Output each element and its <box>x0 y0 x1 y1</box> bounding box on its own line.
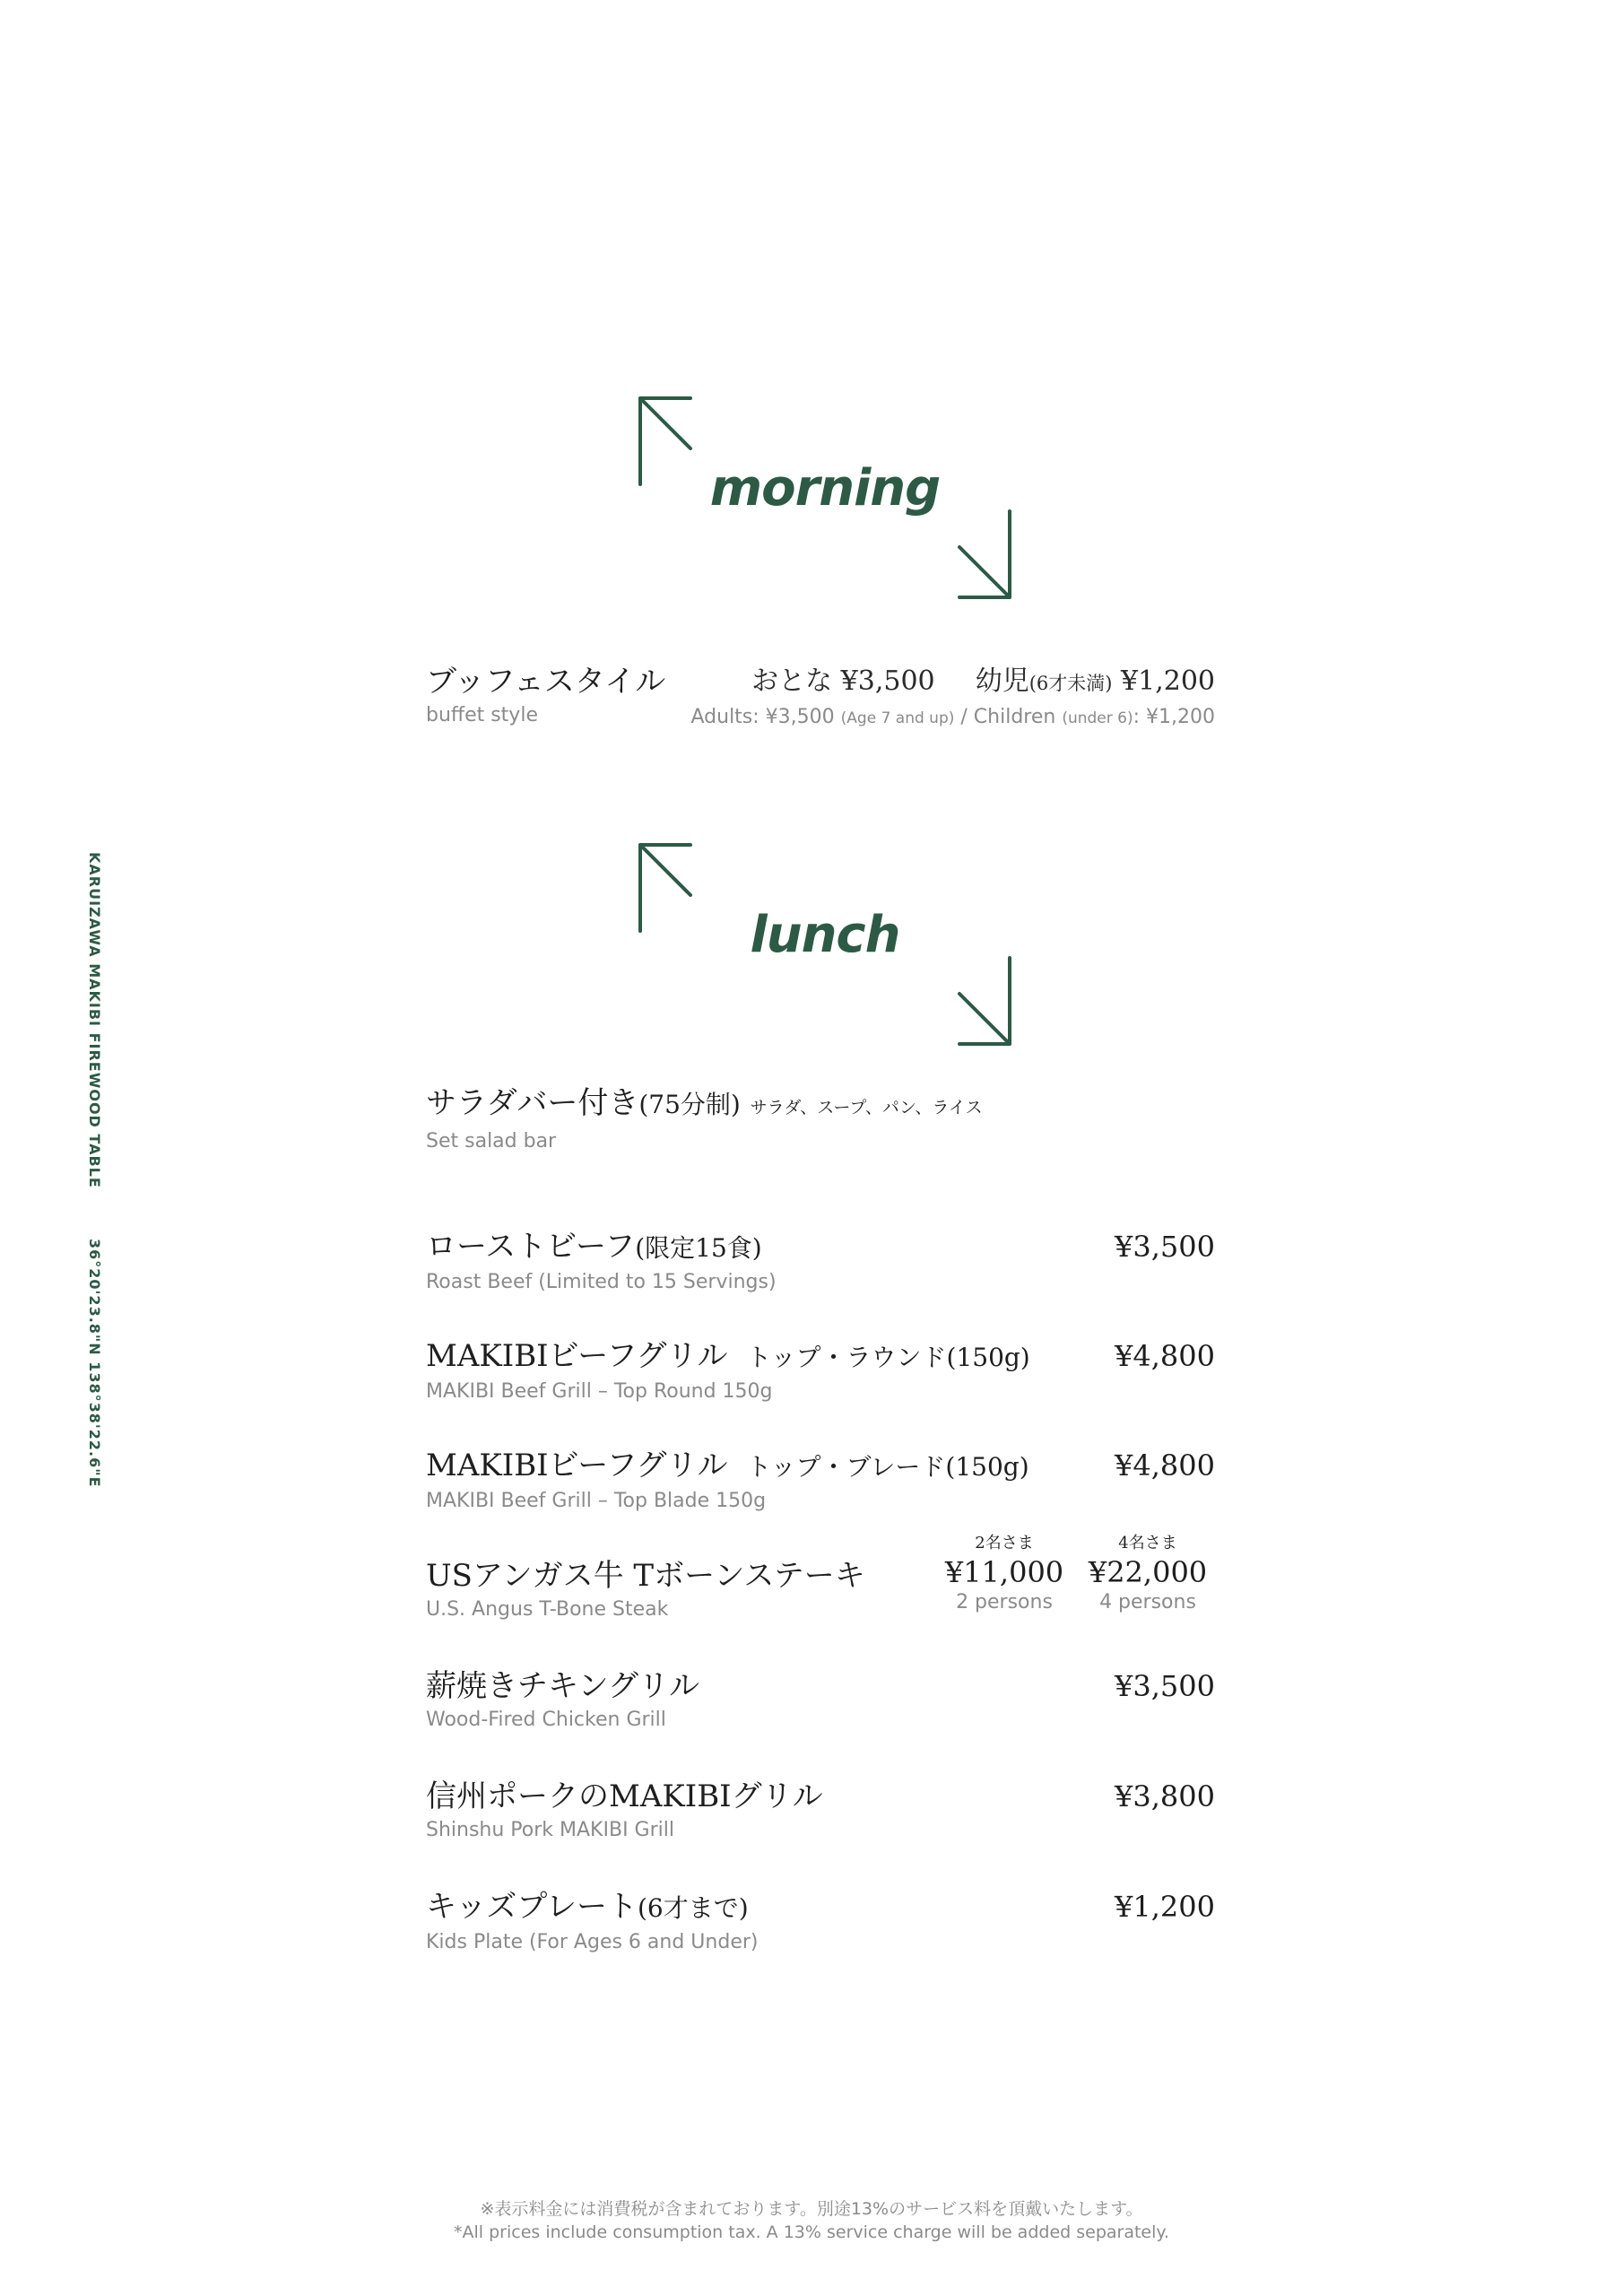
item-note-jp: トップ・ラウンド(150g) <box>746 1343 1030 1372</box>
item-name-en: MAKIBI Beef Grill – Top Round 150g <box>426 1380 773 1403</box>
footer-jp: ※表示料金には消費税が含まれております。別途13%のサービス料を頂戴いたします。 <box>480 2199 1143 2219</box>
item-name-en: Shinshu Pork MAKIBI Grill <box>426 1819 674 1841</box>
coordinates: 36°20'23.8"N 138°38'22.6"E <box>86 1239 103 1488</box>
item-price: ¥3,500 <box>1115 1669 1215 1703</box>
menu-item <box>426 1227 1215 1297</box>
item-price: ¥3,800 <box>1115 1779 1215 1813</box>
item-name-jp: ローストビーフ <box>426 1229 636 1265</box>
tbone-option-4 <box>1081 1533 1215 1615</box>
salad-bar-item <box>426 1083 1215 1156</box>
salad-bar-name-jp: サラダバー付き <box>426 1085 639 1121</box>
tbone-name-en: U.S. Angus T-Bone Steak <box>426 1598 669 1621</box>
menu-item <box>426 1777 1215 1845</box>
salad-bar-includes: サラダ、スープ、パン、ライス <box>750 1098 983 1118</box>
item-price: ¥3,500 <box>1115 1230 1215 1264</box>
item-note-jp: (6才まで) <box>637 1893 749 1923</box>
section-title-morning: morning <box>709 459 941 517</box>
arrow-down-right-icon <box>950 502 1013 601</box>
tbone-name-jp: USアンガス牛 Tボーンステーキ <box>426 1558 865 1594</box>
en-children-note: (under 6) <box>1062 709 1133 727</box>
section-title-lunch: lunch <box>750 906 900 964</box>
item-note-jp: トップ・ブレード(150g) <box>746 1452 1029 1482</box>
persons-jp: 2名さま <box>975 1534 1034 1552</box>
item-price: ¥1,200 <box>1115 1890 1215 1924</box>
en-sep: / Children <box>954 706 1056 728</box>
item-name-en: Kids Plate (For Ages 6 and Under) <box>426 1931 759 1953</box>
option-price: ¥11,000 <box>944 1555 1064 1589</box>
item-name-jp: 薪焼きチキングリル <box>426 1668 699 1704</box>
en-children-price: : ¥1,200 <box>1133 706 1215 728</box>
persons-jp: 4名さま <box>1118 1534 1177 1552</box>
menu-item <box>426 1666 1215 1735</box>
child-note: (6才未満) <box>1028 673 1113 694</box>
persons-en: 4 persons <box>1099 1591 1196 1613</box>
salad-bar-note: (75分制) <box>638 1090 741 1119</box>
item-name-jp: MAKIBIビーフグリル <box>426 1338 728 1374</box>
persons-en: 2 persons <box>956 1591 1053 1613</box>
adult-price: ¥3,500 <box>840 665 935 697</box>
item-name-jp: キッズプレート <box>426 1889 638 1925</box>
en-adults: Adults: ¥3,500 <box>690 706 835 728</box>
restaurant-name: KARUIZAWA MAKIBI FIREWOOD TABLE <box>86 852 103 1188</box>
footer-note <box>0 2197 1623 2244</box>
item-name-en: Roast Beef (Limited to 15 Servings) <box>426 1271 777 1293</box>
item-name-en: MAKIBI Beef Grill – Top Blade 150g <box>426 1490 767 1512</box>
tbone-option-2 <box>937 1533 1072 1615</box>
arrow-down-right-icon <box>950 949 1013 1048</box>
menu-item <box>426 1336 1215 1406</box>
salad-bar-name-en: Set salad bar <box>426 1130 557 1152</box>
menu-item <box>426 1887 1215 1957</box>
item-note-jp: (限定15食) <box>635 1233 762 1263</box>
option-price: ¥22,000 <box>1088 1555 1208 1589</box>
item-name-jp: 信州ポークのMAKIBIグリル <box>426 1779 823 1814</box>
menu-item <box>426 1446 1215 1516</box>
buffet-name-jp: ブッフェスタイル <box>426 664 666 700</box>
buffet-name-en: buffet style <box>426 704 538 726</box>
child-label: 幼児 <box>975 665 1029 697</box>
buffet-prices <box>691 662 1216 733</box>
child-price: ¥1,200 <box>1121 665 1215 697</box>
side-label <box>86 852 103 1488</box>
lunch-header <box>637 841 1013 1048</box>
tbone-item <box>426 1534 1215 1624</box>
footer-en: *All prices include consumption tax. A 13% service charge will be added separately. <box>454 2222 1169 2242</box>
en-adults-note: (Age 7 and up) <box>840 709 955 727</box>
item-name-jp: MAKIBIビーフグリル <box>426 1448 728 1483</box>
adult-label: おとな <box>751 665 833 697</box>
morning-header <box>637 395 1013 601</box>
item-price: ¥4,800 <box>1115 1448 1215 1483</box>
buffet-item <box>426 662 1215 730</box>
item-price: ¥4,800 <box>1115 1339 1215 1373</box>
item-name-en: Wood-Fired Chicken Grill <box>426 1709 666 1731</box>
